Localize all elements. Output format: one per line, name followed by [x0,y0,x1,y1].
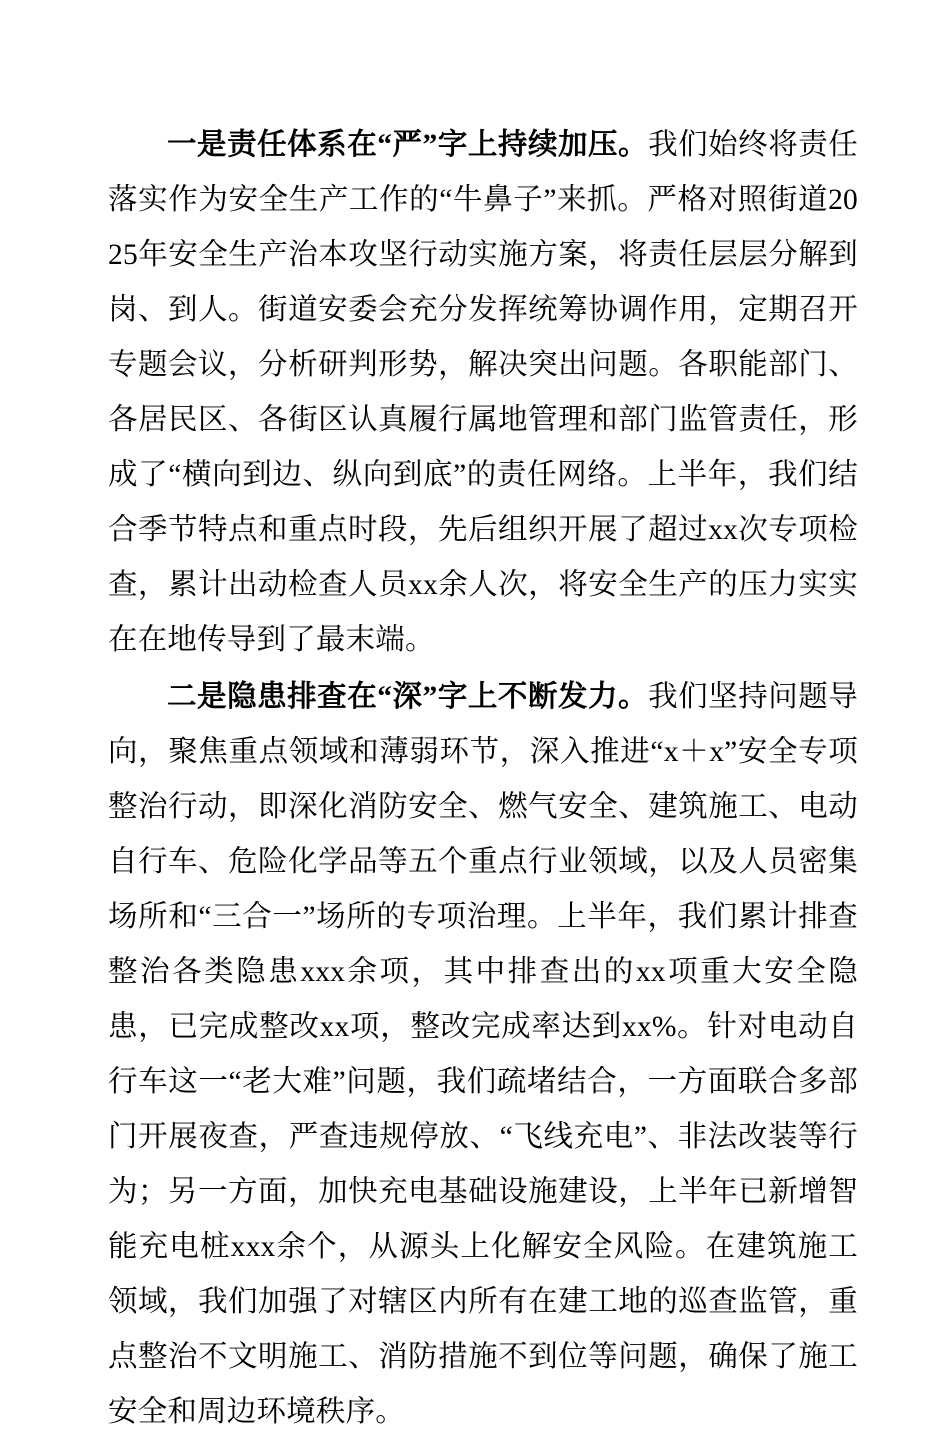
paragraph-1 [108,118,858,668]
paragraph-1-lead: 一是责任体系在“严”字上持续加压。 [167,129,649,161]
paragraph-2-text: 我们坚持问题导向，聚焦重点领域和薄弱环节，深入推进“x＋x”安全专项整治行动，即深化消防安全、燃气安全、建筑施工、电动自行车、危险化学品等五个重点行业领域，以及人员密集场所和“三合一”场所的专项治理。上半年，我们累计排查整治各类隐患xxx余项，其中排查出的xx项重大安全隐患，已完成整改xx项，整改完成率达到xx%。针对电动自行车这一“老大难”问题，我们疏堵结合，一方面联合多部门开展夜查，严查违规停放、“飞线充电”、非法改装等行为；另一方面，加快充电基础设施建设，上半年已新增智能充电桩xxx余个，从源头上化解安全风险。在建筑施工领域，我们加强了对辖区内所有在建工地的巡查监管，重点整治不文明施工、消防措施不到位等问题，确保了施工安全和周边环境秩序。 [108,681,858,1428]
document-body [108,118,858,1440]
paragraph-1-text: 我们始终将责任落实作为安全生产工作的“牛鼻子”来抓。严格对照街道2025年安全生产治本攻坚行动实施方案，将责任层层分解到岗、到人。街道安委会充分发挥统筹协调作用，定期召开专题会议，分析研判形势，解决突出问题。各职能部门、各居民区、各街区认真履行属地管理和部门监管责任，形成了“横向到边、纵向到底”的责任网络。上半年，我们结合季节特点和重点时段，先后组织开展了超过xx次专项检查，累计出动检查人员xx余人次，将安全生产的压力实实在在地传导到了最末端。 [108,129,858,656]
paragraph-2-lead: 二是隐患排查在“深”字上不断发力。 [167,681,649,713]
paragraph-2 [108,670,858,1440]
